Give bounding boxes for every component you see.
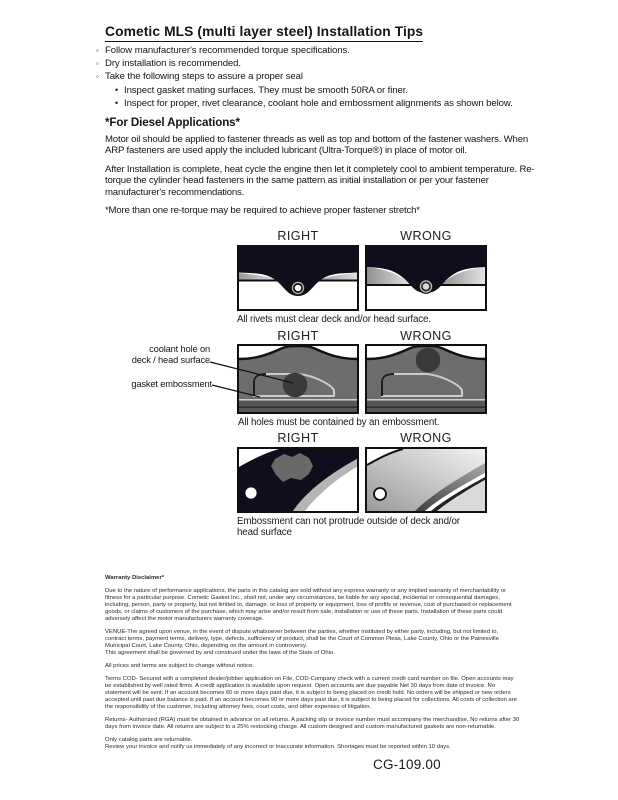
diesel-paragraph-2: After Installation is complete, heat cycle the engine then let it completely cool to ambient temperature. Re-torque the cylinder head fasteners in the same pattern as initial installation or per your fastener manufacturer's recommendations. bbox=[105, 164, 535, 198]
page-number: CG-109.00 bbox=[373, 757, 441, 772]
tip-text: Dry installation is recommended. bbox=[105, 58, 241, 70]
legal-paragraph: Review your invoice and notify us immediately of any incorrect or inaccurate information. Shortages must be reported within 10 days. bbox=[105, 744, 451, 750]
protrusion-right-diagram bbox=[237, 447, 359, 513]
legal-paragraph: VENUE-The agreed upon venue, in the event of dispute whatsoever between the parties, whether instituted by either party, including, but not limited to, contract terms, payment terms, delivery, type, defects, sufficiency of product, shall be the Court of Common Pleas, Lake County, Ohio or the Painesville Municipal Court, Lake County, Ohio, depending on the amount in controversy. bbox=[105, 629, 499, 649]
diesel-section-heading: *For Diesel Applications* bbox=[105, 116, 240, 129]
retorque-note: *More than one re-torque may be required to achieve proper fastener stretch* bbox=[105, 205, 420, 216]
circle-bullet-icon: ◦ bbox=[96, 46, 99, 55]
legal-heading: Warranty Disclaimer* bbox=[105, 575, 165, 581]
dot-bullet-icon: • bbox=[115, 84, 119, 95]
row2-caption: All holes must be contained by an embossment. bbox=[238, 417, 440, 428]
page-title: Cometic MLS (multi layer steel) Installation Tips bbox=[105, 24, 423, 42]
circle-bullet-icon: ◦ bbox=[96, 59, 99, 69]
list-item bbox=[96, 70, 566, 83]
hole-outside-illustration bbox=[367, 346, 485, 412]
row3-caption: Embossment can not protrude outside of deck and/or head surface bbox=[237, 516, 460, 539]
row1-caption: All rivets must clear deck and/or head surface. bbox=[237, 314, 431, 325]
list-item bbox=[96, 57, 566, 70]
right-label: RIGHT bbox=[277, 329, 319, 343]
right-label: RIGHT bbox=[277, 229, 319, 243]
rivet-right-diagram bbox=[237, 245, 359, 311]
callout-leader-lines bbox=[205, 354, 305, 400]
circle-bullet-icon: ◦ bbox=[96, 72, 99, 82]
legal-paragraph: Due to the nature of performance applications, the parts in this catalog are sold without any express warranty or any implied warranty of merchantability or fitness for a particular purpose. Cometic Gasket Inc., shall not, under any circumstances, be liable for any special, incidental or consequential damages, including, person, party or property, but not limited to, damage, or loss of property or equipment, loss of profits or revenue, cost of purchased or replacement goods, or claims of customers of the purchase, which may arise and/or result from sale, installation or use of these parts. Installation of these parts could adversely affect the motor manufacturers warranty coverage. bbox=[105, 588, 512, 622]
legal-paragraph: This agreement shall be governed by and construed under the laws of the State of Ohio. bbox=[105, 650, 335, 656]
tip-text: Inspect gasket mating surfaces. They must be smooth 50RA or finer. bbox=[124, 84, 408, 96]
embossment-wrong-diagram bbox=[365, 344, 487, 414]
installation-tips-list bbox=[96, 44, 566, 110]
legal-paragraph: All prices and terms are subject to change without notice. bbox=[105, 663, 254, 669]
diesel-paragraph-1: Motor oil should be applied to fastener threads as well as top and bottom of the fastener washers. When ARP fasteners are used apply the included lubricant (Ultra-Torque®) in place of motor oil. bbox=[105, 134, 529, 157]
list-item bbox=[96, 44, 566, 57]
embossment-protruding-illustration bbox=[367, 449, 485, 511]
rivet-overlap-illustration bbox=[367, 247, 485, 309]
callout-line: coolant hole on bbox=[149, 344, 210, 354]
list-item bbox=[115, 97, 566, 110]
rivet-wrong-diagram bbox=[365, 245, 487, 311]
legal-paragraph: Terms COD- Secured with a completed dealer/jobber application on File, COD-Company check with a current credit card number on file. Open accounts may be established by well rated firms. A credit application is available upon request. Open accounts are due payable Net 30 days from date of invoice. No statement will be sent. If an account becomes 60 or more days past due, it is subject to being placed on credit hold. No orders will be shipped or new orders accepted until past due balance is paid. If an account becomes 90 or more days past due, it is subject to being placed for collections. All costs of collection are the responsibility of the customer, including attorney fees, court costs, and other expenses of litigation. bbox=[105, 676, 517, 710]
wrong-label: WRONG bbox=[400, 329, 452, 343]
wrong-label: WRONG bbox=[400, 229, 452, 243]
callout-line: deck / head surface bbox=[131, 354, 210, 365]
list-item bbox=[115, 84, 566, 97]
warranty-disclaimer-block bbox=[105, 575, 520, 751]
protrusion-wrong-diagram bbox=[365, 447, 487, 513]
legal-paragraph: Only catalog parts are returnable. bbox=[105, 737, 193, 743]
right-label: RIGHT bbox=[277, 431, 319, 445]
dot-bullet-icon: • bbox=[115, 97, 119, 108]
legal-paragraph: Returns- Authorized (RGA) must be obtained in advance on all returns. A packing slip or invoice number must accompany the merchandise. No returns after 30 days from invoice date. All returns are subject to a 25% restocking charge. All custom designed and custom manufactured gaskets are non-returnable. bbox=[105, 717, 520, 730]
coolant-hole-callout bbox=[113, 344, 210, 365]
gasket-embossment-callout: gasket embossment bbox=[131, 379, 212, 389]
tip-text: Inspect for proper, rivet clearance, coolant hole and embossment alignments as shown below. bbox=[124, 97, 513, 109]
wrong-label: WRONG bbox=[400, 431, 452, 445]
tip-text: Take the following steps to assure a proper seal bbox=[105, 71, 303, 83]
tip-text: Follow manufacturer's recommended torque specifications. bbox=[105, 45, 350, 56]
embossment-inside-illustration bbox=[239, 449, 357, 511]
rivet-clear-illustration bbox=[239, 247, 357, 309]
